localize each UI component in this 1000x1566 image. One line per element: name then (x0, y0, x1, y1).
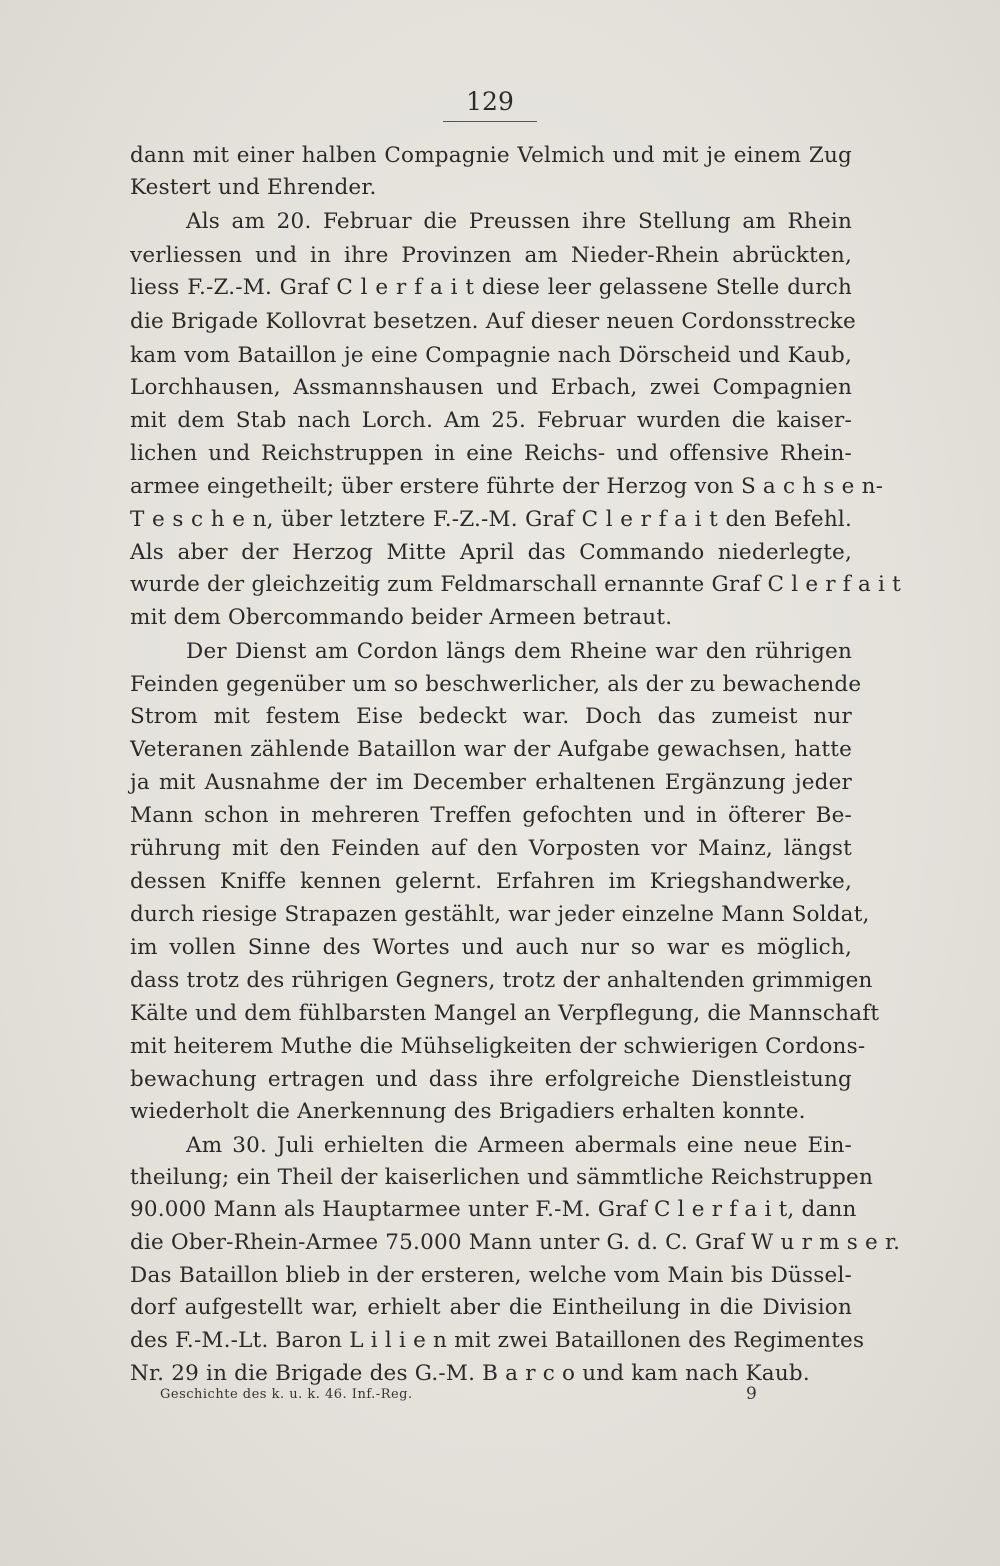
text-line: mit dem Obercommando beider Armeen betraut. (130, 605, 673, 630)
text-line: kam vom Bataillon je eine Compagnie nach Dörscheid und Kaub, (130, 343, 852, 368)
text-line: Lorchhausen, Assmannshausen und Erbach, zwei Compagnien (130, 375, 852, 400)
page-number-rule (443, 121, 537, 122)
text-line: durch riesige Strapazen gestählt, war jeder einzelne Mann Soldat, (130, 902, 870, 927)
text-line: dass trotz des rührigen Gegners, trotz der anhaltenden grimmigen (130, 968, 873, 993)
text-line: liess F.-Z.-M. Graf C l e r f a i t diese leer gelassene Stelle durch (130, 275, 852, 300)
text-line: Als aber der Herzog Mitte April das Commando niederlegte, (130, 540, 852, 565)
text-line: verliessen und in ihre Provinzen am Nieder-Rhein abrückten, (130, 243, 852, 268)
footer-signature-mark: 9 (746, 1384, 757, 1404)
text-line: im vollen Sinne des Wortes und auch nur so war es möglich, (130, 935, 852, 960)
page-number: 129 (466, 87, 514, 116)
text-line: dann mit einer halben Compagnie Velmich und mit je einem Zug (130, 143, 852, 168)
text-line: wurde der gleichzeitig zum Feldmarschall ernannte Graf C l e r f a i t (130, 572, 902, 597)
text-line: Nr. 29 in die Brigade des G.-M. B a r c o und kam nach Kaub. (130, 1361, 810, 1386)
text-line: die Brigade Kollovrat besetzen. Auf dieser neuen Cordonsstrecke (130, 309, 856, 334)
text-line: Kestert und Ehrender. (130, 175, 377, 200)
text-line: ja mit Ausnahme der im December erhaltenen Ergänzung jeder (130, 770, 852, 795)
text-line: Mann schon in mehreren Treffen gefochten und in öfterer Be- (130, 803, 852, 828)
text-line: mit heiterem Muthe die Mühseligkeiten der schwierigen Cordons- (130, 1034, 866, 1059)
footer-book-title: Geschichte des k. u. k. 46. Inf.-Reg. (160, 1387, 413, 1402)
text-line: Kälte und dem fühlbarsten Mangel an Verpflegung, die Mannschaft (130, 1001, 880, 1026)
text-line: dessen Kniffe kennen gelernt. Erfahren im Kriegshandwerke, (130, 869, 852, 894)
text-line: des F.-M.-Lt. Baron L i l i e n mit zwei Bataillonen des Regimentes (130, 1328, 865, 1353)
text-line: Feinden gegenüber um so beschwerlicher, als der zu bewachende (130, 672, 862, 697)
text-line: Strom mit festem Eise bedeckt war. Doch das zumeist nur (130, 704, 852, 729)
text-line: theilung; ein Theil der kaiserlichen und sämmtliche Reichstruppen (130, 1165, 874, 1190)
text-line: Das Bataillon blieb in der ersteren, welche vom Main bis Düssel- (130, 1263, 852, 1288)
text-line: dorf aufgestellt war, erhielt aber die Eintheilung in die Division (130, 1295, 852, 1320)
text-line: Veteranen zählende Bataillon war der Aufgabe gewachsen, hatte (130, 737, 852, 762)
text-line: armee eingetheilt; über erstere führte der Herzog von S a c h s e n- (130, 474, 884, 499)
text-line: mit dem Stab nach Lorch. Am 25. Februar wurden die kaiser- (130, 408, 852, 433)
text-line: Als am 20. Februar die Preussen ihre Stellung am Rhein (186, 209, 852, 234)
text-line: lichen und Reichstruppen in eine Reichs- und offensive Rhein- (130, 441, 852, 466)
text-line: Am 30. Juli erhielten die Armeen abermals eine neue Ein- (186, 1133, 852, 1158)
text-line: 90.000 Mann als Hauptarmee unter F.-M. Graf C l e r f a i t, dann (130, 1197, 857, 1222)
text-line: wiederholt die Anerkennung des Brigadiers erhalten konnte. (130, 1099, 806, 1124)
text-line: bewachung ertragen und dass ihre erfolgreiche Dienstleistung (130, 1067, 852, 1092)
text-line: rührung mit den Feinden auf den Vorposten vor Mainz, längst (130, 836, 852, 861)
text-line: die Ober-Rhein-Armee 75.000 Mann unter G. d. C. Graf W u r m s e r. (130, 1230, 901, 1255)
text-line: Der Dienst am Cordon längs dem Rheine war den rührigen (186, 639, 852, 664)
text-line: T e s c h e n, über letztere F.-Z.-M. Graf C l e r f a i t den Befehl. (130, 507, 852, 532)
